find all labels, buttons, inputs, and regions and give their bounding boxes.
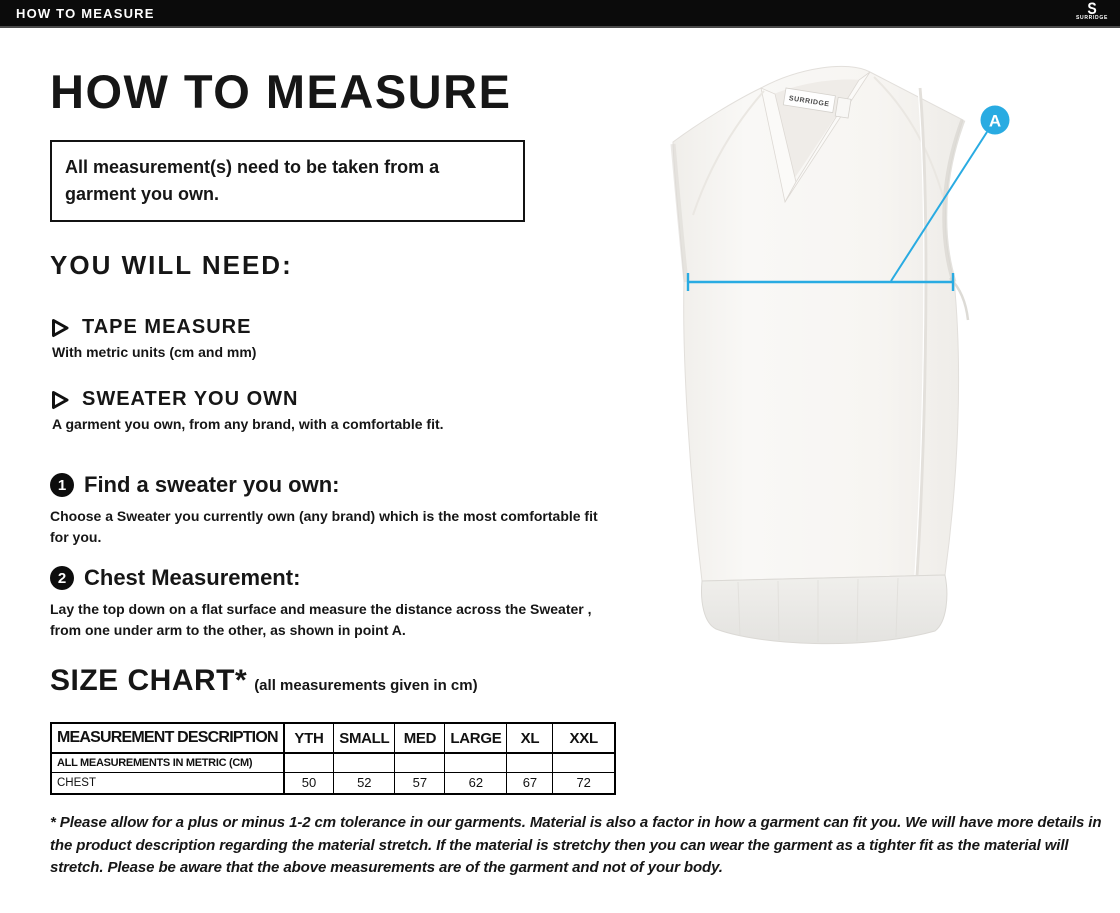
table-cell: 62 — [445, 772, 507, 794]
play-triangle-icon — [50, 390, 70, 410]
neck-label-text: SURRIDGE — [788, 95, 830, 109]
need-item-label: TAPE MEASURE — [82, 316, 252, 338]
step-number-badge: 2 — [50, 566, 74, 590]
table-cell — [334, 753, 395, 772]
table-row — [51, 772, 615, 794]
surridge-logo-text: SURRIDGE — [1076, 15, 1108, 21]
need-item-description: A garment you own, from any brand, with a comfortable fit. — [52, 416, 444, 432]
table-cell: 52 — [334, 772, 395, 794]
table-cell: 57 — [395, 772, 445, 794]
step-number-badge: 1 — [50, 473, 74, 497]
page-title: HOW TO MEASURE — [50, 65, 512, 118]
table-cell: ALL MEASUREMENTS IN METRIC (CM) — [51, 753, 284, 772]
size-chart-heading — [50, 664, 478, 698]
table-cell — [395, 753, 445, 772]
table-cell — [284, 753, 334, 772]
you-will-need-heading: YOU WILL NEED: — [50, 250, 293, 280]
size-chart-title: SIZE CHART* — [50, 664, 248, 697]
step-chest-measurement — [50, 565, 598, 641]
need-item-label: SWEATER YOU OWN — [82, 388, 299, 410]
table-cell: CHEST — [51, 772, 284, 794]
table-header-row — [51, 723, 615, 753]
surridge-logo — [1076, 1, 1108, 21]
table-row — [51, 753, 615, 772]
table-cell: 67 — [507, 772, 553, 794]
top-bar — [0, 0, 1120, 28]
garment-diagram — [618, 30, 1100, 678]
need-item-tape-measure — [50, 316, 256, 360]
footnote: * Please allow for a plus or minus 1-2 cm tolerance in our garments. Material is also a factor in how a garment can fit you. We will have more details in the product description regarding the material stretch. If the material is stretchy then you can wear the garment as a tighter fit as the material will stretch. Please be aware that the above measurements are of the garment and not of your body. — [50, 814, 1102, 876]
table-cell — [553, 753, 615, 772]
surridge-s-icon: S — [1087, 0, 1097, 18]
top-bar-title: HOW TO MEASURE — [16, 5, 155, 21]
step-find-sweater — [50, 472, 598, 548]
table-header-cell: XL — [507, 723, 553, 753]
table-cell — [507, 753, 553, 772]
table-header-cell: YTH — [284, 723, 334, 753]
point-a-label: A — [988, 111, 1002, 131]
notice-text: All measurement(s) need to be taken from a garment you own. — [65, 157, 440, 204]
table-cell: 72 — [553, 772, 615, 794]
need-item-sweater — [50, 388, 444, 432]
table-header-cell: LARGE — [445, 723, 507, 753]
sleeveless-sweater-illustration — [618, 30, 1100, 678]
play-triangle-icon — [50, 318, 70, 338]
table-header-cell: MED — [395, 723, 445, 753]
need-item-description: With metric units (cm and mm) — [52, 344, 257, 360]
table-header-cell: MEASUREMENT DESCRIPTION — [51, 723, 284, 753]
table-cell — [445, 753, 507, 772]
table-cell: 50 — [284, 772, 334, 794]
size-chart-table — [50, 722, 616, 795]
table-header-cell: SMALL — [334, 723, 395, 753]
step-title: Chest Measurement: — [84, 565, 301, 590]
table-header-cell: XXL — [553, 723, 615, 753]
size-chart-subtitle: (all measurements given in cm) — [254, 677, 478, 694]
step-description: Choose a Sweater you currently own (any brand) which is the most comfortable fit for you. — [50, 508, 598, 545]
step-description: Lay the top down on a flat surface and measure the distance across the Sweater , from one under arm to the other, as shown in point A. — [50, 601, 592, 638]
step-title: Find a sweater you own: — [84, 472, 340, 497]
notice-box — [50, 140, 525, 222]
